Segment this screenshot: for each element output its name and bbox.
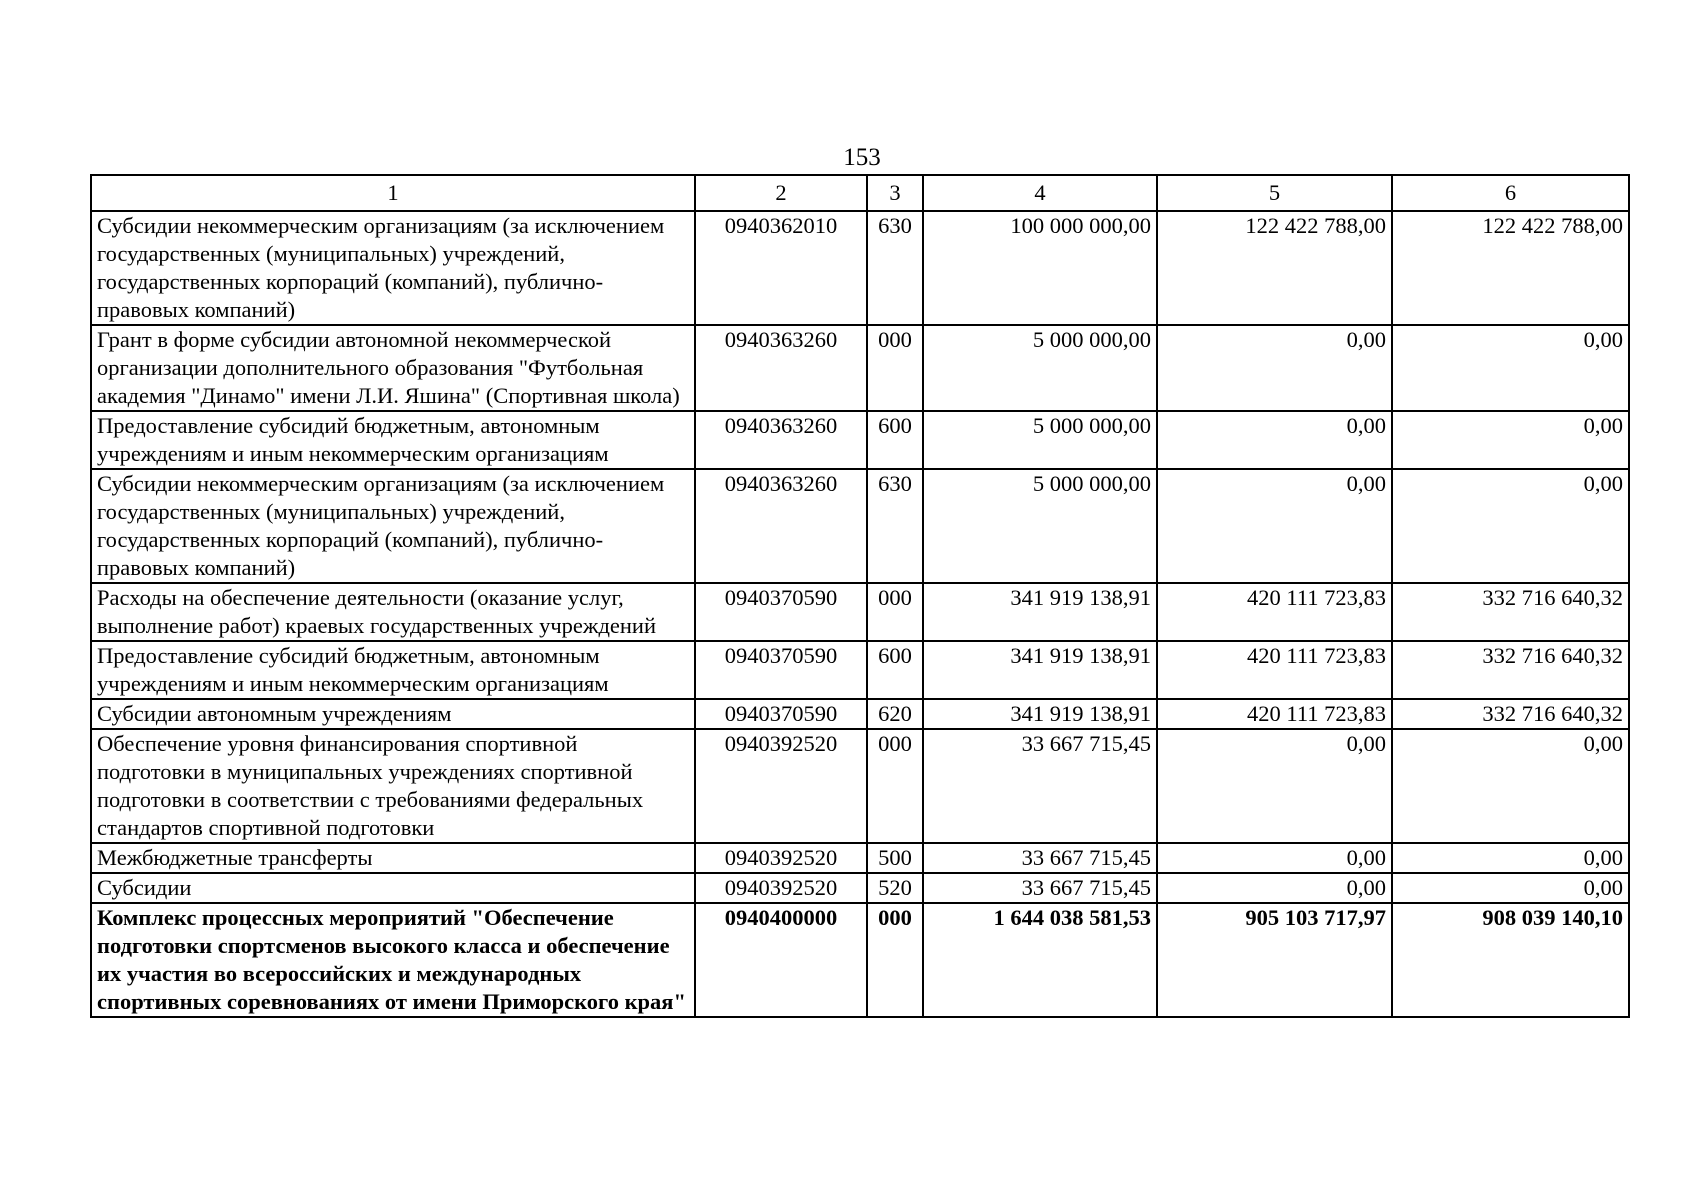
row-code-cell: 0940392520 [695,729,867,843]
column-header-1: 1 [91,175,695,211]
row-expense-type-cell: 630 [867,469,923,583]
row-expense-type-cell: 630 [867,211,923,325]
row-code-cell: 0940363260 [695,411,867,469]
table-row [91,699,1629,729]
row-name-cell: Обеспечение уровня финансирования спортивной подготовки в муниципальных учреждениях спортивной подготовки в соответствии с требованиями федеральных стандартов спортивной подготовки [91,729,695,843]
row-amount-col4-cell: 341 919 138,91 [923,699,1157,729]
column-header-2: 2 [695,175,867,211]
row-expense-type-cell: 000 [867,325,923,411]
row-name-cell: Предоставление субсидий бюджетным, автономным учреждениям и иным некоммерческим организациям [91,641,695,699]
row-code-cell: 0940370590 [695,699,867,729]
column-header-4: 4 [923,175,1157,211]
table-row [91,641,1629,699]
row-amount-col4-cell: 5 000 000,00 [923,411,1157,469]
row-amount-col5-cell: 122 422 788,00 [1157,211,1392,325]
row-amount-col5-cell: 905 103 717,97 [1157,903,1392,1017]
row-name-cell: Межбюджетные трансферты [91,843,695,873]
table-row [91,729,1629,843]
row-amount-col6-cell: 122 422 788,00 [1392,211,1629,325]
row-expense-type-cell: 620 [867,699,923,729]
row-name-cell: Субсидии [91,873,695,903]
row-code-cell: 0940362010 [695,211,867,325]
row-amount-col6-cell: 0,00 [1392,843,1629,873]
row-amount-col6-cell: 0,00 [1392,729,1629,843]
row-name-cell: Предоставление субсидий бюджетным, автономным учреждениям и иным некоммерческим организациям [91,411,695,469]
row-amount-col6-cell: 0,00 [1392,469,1629,583]
row-name-cell: Комплекс процессных мероприятий "Обеспечение подготовки спортсменов высокого класса и обеспечение их участия во всероссийских и международных спортивных соревнованиях от имени Приморского края" [91,903,695,1017]
row-code-cell: 0940400000 [695,903,867,1017]
row-amount-col4-cell: 1 644 038 581,53 [923,903,1157,1017]
row-expense-type-cell: 500 [867,843,923,873]
row-expense-type-cell: 600 [867,411,923,469]
row-amount-col5-cell: 0,00 [1157,469,1392,583]
row-amount-col6-cell: 908 039 140,10 [1392,903,1629,1017]
row-amount-col4-cell: 341 919 138,91 [923,583,1157,641]
row-amount-col6-cell: 0,00 [1392,411,1629,469]
row-name-cell: Субсидии некоммерческим организациям (за исключением государственных (муниципальных) учреждений, государственных корпораций (компаний), публично-правовых компаний) [91,211,695,325]
table-body [91,211,1629,1017]
row-amount-col4-cell: 5 000 000,00 [923,469,1157,583]
row-amount-col4-cell: 33 667 715,45 [923,843,1157,873]
row-name-cell: Расходы на обеспечение деятельности (оказание услуг, выполнение работ) краевых государственных учреждений [91,583,695,641]
row-amount-col6-cell: 332 716 640,32 [1392,583,1629,641]
row-amount-col5-cell: 420 111 723,83 [1157,699,1392,729]
row-amount-col5-cell: 0,00 [1157,873,1392,903]
table-row [91,469,1629,583]
table-row [91,325,1629,411]
row-amount-col6-cell: 0,00 [1392,873,1629,903]
row-expense-type-cell: 000 [867,729,923,843]
row-amount-col5-cell: 0,00 [1157,411,1392,469]
row-amount-col5-cell: 0,00 [1157,843,1392,873]
row-amount-col4-cell: 341 919 138,91 [923,641,1157,699]
table-row [91,873,1629,903]
table-row [91,211,1629,325]
row-amount-col4-cell: 5 000 000,00 [923,325,1157,411]
row-code-cell: 0940370590 [695,641,867,699]
row-amount-col4-cell: 100 000 000,00 [923,211,1157,325]
row-amount-col4-cell: 33 667 715,45 [923,873,1157,903]
table-row [91,843,1629,873]
row-expense-type-cell: 600 [867,641,923,699]
row-amount-col6-cell: 332 716 640,32 [1392,699,1629,729]
row-code-cell: 0940392520 [695,843,867,873]
column-header-3: 3 [867,175,923,211]
row-amount-col6-cell: 332 716 640,32 [1392,641,1629,699]
table-row [91,583,1629,641]
row-code-cell: 0940370590 [695,583,867,641]
row-name-cell: Субсидии некоммерческим организациям (за исключением государственных (муниципальных) учреждений, государственных корпораций (компаний), публично-правовых компаний) [91,469,695,583]
table-row [91,903,1629,1017]
row-amount-col5-cell: 420 111 723,83 [1157,583,1392,641]
row-code-cell: 0940392520 [695,873,867,903]
row-code-cell: 0940363260 [695,469,867,583]
row-name-cell: Грант в форме субсидии автономной некоммерческой организации дополнительного образования "Футбольная академия "Динамо" имени Л.И. Яшина" (Спортивная школа) [91,325,695,411]
row-expense-type-cell: 000 [867,903,923,1017]
row-name-cell: Субсидии автономным учреждениям [91,699,695,729]
table-header-row [91,175,1629,211]
column-header-5: 5 [1157,175,1392,211]
row-amount-col5-cell: 0,00 [1157,325,1392,411]
row-amount-col6-cell: 0,00 [1392,325,1629,411]
column-header-6: 6 [1392,175,1629,211]
row-expense-type-cell: 000 [867,583,923,641]
row-amount-col5-cell: 0,00 [1157,729,1392,843]
row-amount-col5-cell: 420 111 723,83 [1157,641,1392,699]
row-amount-col4-cell: 33 667 715,45 [923,729,1157,843]
page-number: 153 [843,144,881,171]
table-row [91,411,1629,469]
row-expense-type-cell: 520 [867,873,923,903]
budget-table [90,174,1630,1018]
row-code-cell: 0940363260 [695,325,867,411]
